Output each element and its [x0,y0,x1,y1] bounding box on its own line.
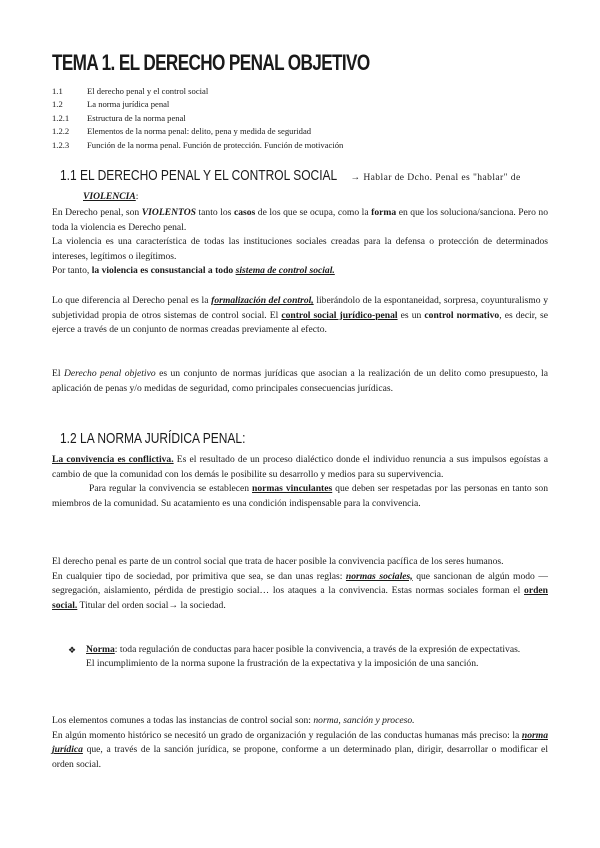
text: de los que se ocupa, como la [255,207,372,218]
violencia-colon: : [135,191,139,202]
text-bold-underlined: La convivencia es conflictiva. [52,454,174,465]
text: Por tanto, [52,265,92,277]
section-1-1-para-1 [52,206,548,279]
text-bold-underlined: norma jurídica [52,729,548,756]
text: En cualquier tipo de sociedad, por primitiva que sea, se dan unas reglas: [52,570,346,582]
violencia-word: VIOLENCIA [83,191,136,202]
section-1-1-para-5 [52,367,548,396]
text-bold: control normativo [424,309,500,321]
text: , es decir, se ejerce a través de un conjunto de normas creadas previamente al efecto. [52,309,549,336]
section-1-2-heading: 1.2 LA NORMA JURÍDICA PENAL: [60,430,246,447]
text-bold-underlined: orden social. [52,585,548,611]
table-of-contents [52,85,343,152]
toc-item [52,112,343,125]
toc-number: 1.2.1 [52,112,70,123]
text-bold-underlined: normas vinculantes [252,483,333,495]
text: en que los soluciona/sanciona. Pero no toda la violencia es Derecho penal. [52,207,549,233]
text-bold: la violencia es consustancial a todo [91,265,236,277]
diamond-bullet-icon: ❖ [68,645,77,655]
text-italic: norma, sanción y proceso. [313,715,415,726]
bullet-norma-para-2: El incumplimiento de la norma supone la frustración de la expectativa y la imposición de una sanción. [86,658,479,670]
text-bold-underlined: Norma [86,644,115,655]
text: Para regular la convivencia se establecen [89,483,252,495]
toc-item [52,125,343,138]
text: Lo que diferencia al Derecho penal es la [52,295,212,306]
heading-continuation: Hablar de Dcho. Penal es "hablar" de [360,172,521,183]
text: En algún momento histórico se necesitó un grado de organización y regulación de las conductas humanas más preciso: la [52,729,522,741]
toc-number: 1.1 [52,86,63,96]
toc-number: 1.2.3 [52,139,70,150]
text: Titular del orden social→ la sociedad. [77,599,226,611]
toc-item [52,98,343,111]
section-1-1-heading: 1.1 EL DERECHO PENAL Y EL CONTROL SOCIAL [60,167,338,184]
section-1-2-para-3-text: El derecho penal es parte de un control social que trata de hacer posible la convivencia pacífica de los seres humanos. [52,556,504,567]
section-1-2-para-1 [52,453,548,511]
text: El [52,368,64,379]
text: En Derecho penal, son [52,207,142,218]
text: es un [397,309,425,321]
toc-label: El derecho penal y el control social [87,86,209,96]
text: que sancionan de algún modo —segregación, aislamiento, pérdida de prestigio social… los ataques a la convivencia. Estas normas sociales forman el [52,570,548,597]
text: que, a través de la sanción jurídica, se propone, conforme a un determinado plan, dirigir, desarrollar o modificar el orden social. [52,744,548,770]
toc-item [52,139,343,152]
section-1-1-para-4 [52,294,548,338]
toc-number: 1.2 [52,99,63,110]
text: es un conjunto de normas jurídicas que asocian a la realización de un delito como presupuesto, la aplicación de penas y/o medidas de seguridad, como principales consecuencias jurídicas. [52,368,548,394]
page-title: TEMA 1. EL DERECHO PENAL OBJETIVO [52,50,370,75]
text: Los elementos comunes a todas las instancias de control social son: [52,715,314,726]
text: tanto los [195,207,234,218]
text: que deben ser respetadas por las personas en tanto son miembros de la comunidad. Su acatamiento es una condición indispensable para la convivencia. [52,483,548,509]
text-italic: Derecho penal objetivo [63,368,156,379]
toc-label: Función de la norma penal. Función de protección. Función de motivación [87,139,344,150]
toc-item [52,85,343,98]
text-bold: casos [233,207,256,218]
text: liberándolo de la espontaneidad, sorpresa, coyunturalismo y subjetividad propia de otros sistemas de control social. El [52,295,548,321]
violencia-term [83,191,138,202]
text-bold-underlined: control social jurídico-penal [281,309,398,321]
toc-label: La norma jurídica penal [87,99,170,110]
text-bold-underlined: sistema de control social. [235,265,335,277]
bullet-norma [68,643,548,671]
text-bold-underlined: formalización del control, [211,295,314,306]
toc-label: Elementos de la norma penal: delito, pena y medida de seguridad [87,126,312,137]
text-bold: VIOLENTOS [141,207,196,218]
section-1-2-para-5 [52,714,548,772]
section-1-2-heading-line [60,430,292,448]
text-bold-underlined: normas sociales, [345,570,413,582]
section-1-2-para-3 [52,555,548,613]
heading-arrow: → [350,172,361,183]
text-bold: forma [371,207,397,218]
text: : toda regulación de conductas para hacer posible la convivencia, a través de la expresión de expectativas. [114,644,521,655]
section-1-1-heading-line [60,168,550,185]
section-1-1-para-2: La violencia es una característica de todas las instituciones sociales creadas para la defensa o protección de determinados intereses, legítimos o ilegítimos. [52,236,548,262]
toc-label: Estructura de la norma penal [87,112,186,123]
toc-number: 1.2.2 [52,126,70,137]
text: Es el resultado de un proceso dialéctico donde el individuo renuncia a sus impulsos egoístas a cambio de que la comunidad con los demás le posibilite su desarrollo y medios para su supervivencia. [52,454,549,480]
